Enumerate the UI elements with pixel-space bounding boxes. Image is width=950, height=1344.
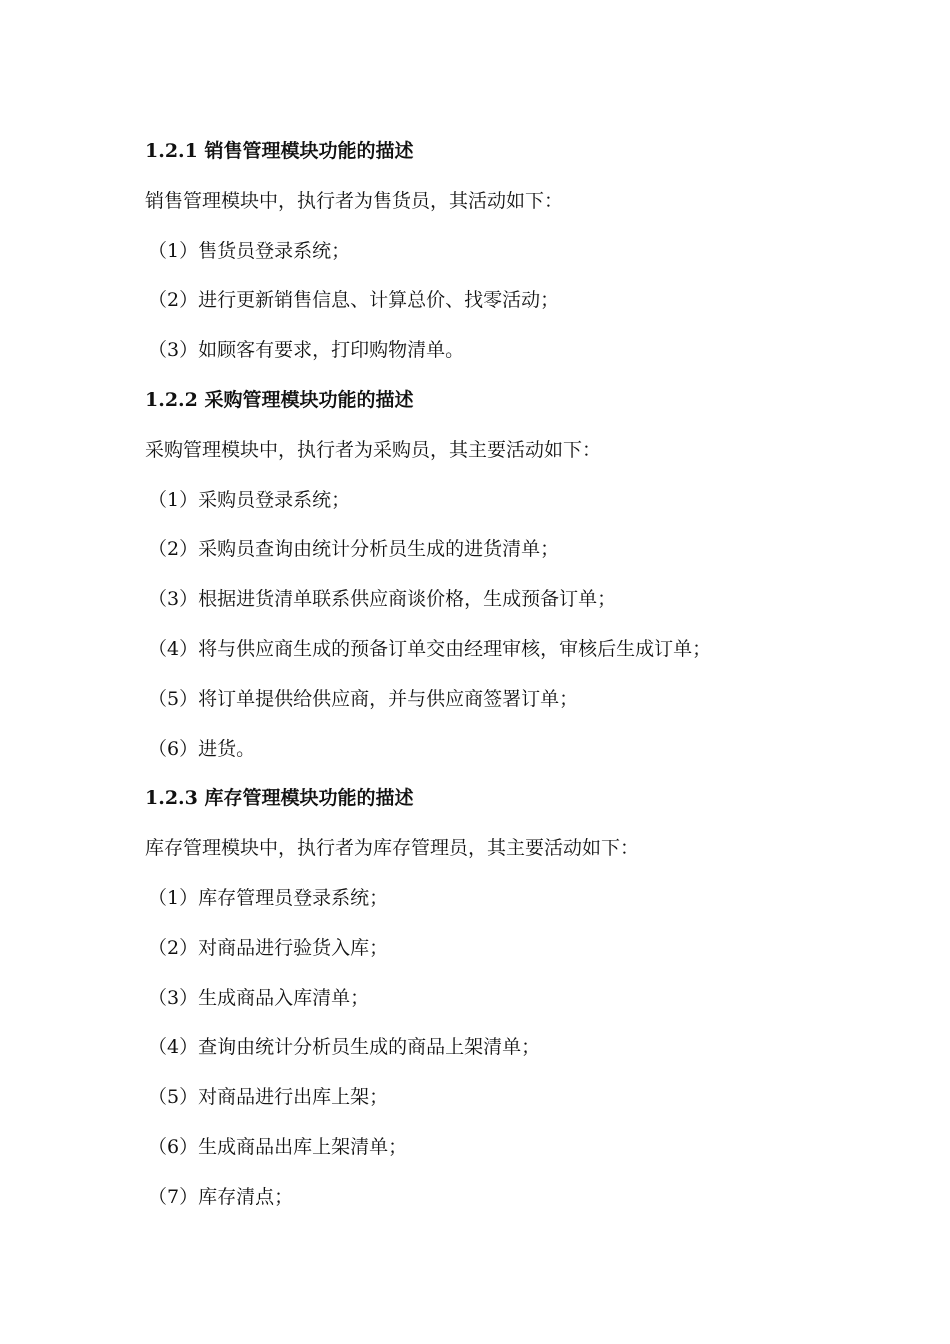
- section-intro-purchase: 采购管理模块中，执行者为采购员，其主要活动如下：: [145, 438, 602, 461]
- list-item: （7）库存清点；: [148, 1185, 294, 1208]
- list-item: （1）库存管理员登录系统；: [148, 886, 389, 909]
- section-intro-sales: 销售管理模块中，执行者为售货员，其活动如下：: [145, 189, 564, 212]
- list-item: （3）生成商品入库清单；: [148, 986, 370, 1009]
- list-item: （1）采购员登录系统；: [148, 488, 351, 511]
- section-heading-inventory: 1.2.3 库存管理模块功能的描述: [145, 787, 414, 810]
- section-intro-inventory: 库存管理模块中，执行者为库存管理员，其主要活动如下：: [145, 837, 640, 860]
- list-item: （1）售货员登录系统；: [148, 239, 351, 262]
- document-page: [145, 132, 845, 1228]
- list-item: （4）将与供应商生成的预备订单交由经理审核，审核后生成订单；: [148, 637, 712, 660]
- list-item: （3）根据进货清单联系供应商谈价格，生成预备订单；: [148, 588, 617, 611]
- list-item: （4）查询由统计分析员生成的商品上架清单；: [148, 1036, 541, 1059]
- list-item: （2）对商品进行验货入库；: [148, 936, 389, 959]
- list-item: （6）进货。: [148, 737, 256, 760]
- section-heading-sales: 1.2.1 销售管理模块功能的描述: [145, 140, 414, 162]
- section-heading-purchase: 1.2.2 采购管理模块功能的描述: [145, 388, 414, 411]
- list-item: （5）对商品进行出库上架；: [148, 1086, 389, 1109]
- list-item: （2）采购员查询由统计分析员生成的进货清单；: [148, 538, 560, 561]
- list-item: （3）如顾客有要求，打印购物清单。: [148, 339, 465, 362]
- list-item: （6）生成商品出库上架清单；: [148, 1135, 408, 1158]
- list-item: （5）将订单提供给供应商，并与供应商签署订单；: [148, 687, 579, 710]
- list-item: （2）进行更新销售信息、计算总价、找零活动；: [148, 289, 560, 312]
